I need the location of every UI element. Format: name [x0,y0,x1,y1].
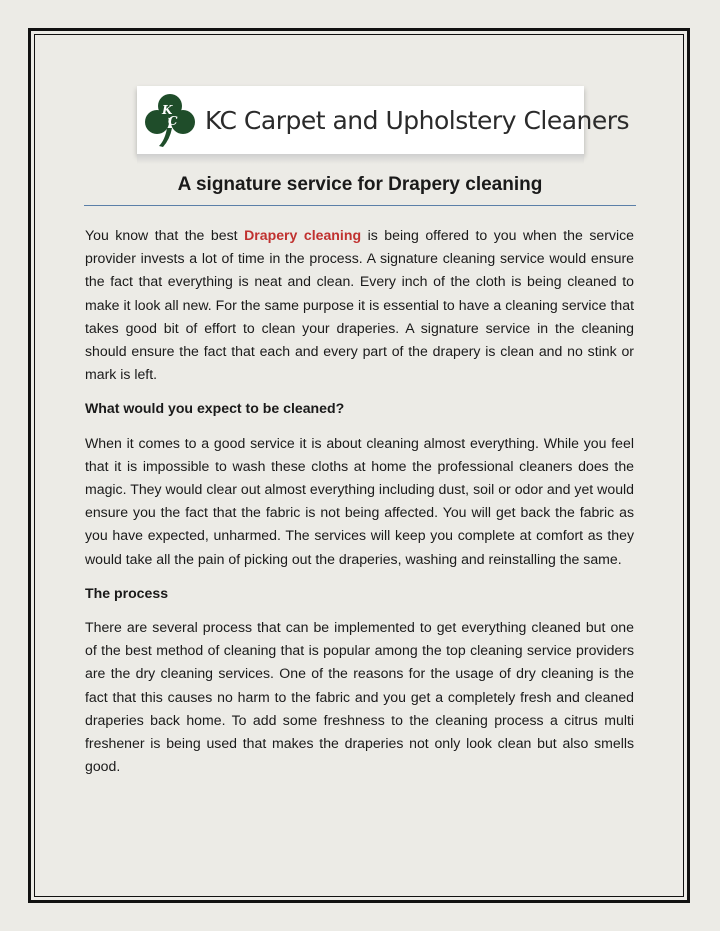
drapery-cleaning-link[interactable]: Drapery cleaning [244,227,362,243]
logo-shadow-bar [137,154,584,164]
svg-text:K: K [162,103,173,117]
intro-paragraph [85,224,634,386]
section-heading-expectations: What would you expect to be cleaned? [85,400,345,417]
document-body [85,224,634,789]
shamrock-logo-icon [145,92,195,148]
section-paragraph-process: There are several process that can be implemented to get everything cleaned but one of the best method of cleaning that is popular among the top cleaning service providers are the dry cleaning services. One of the reasons for the usage of dry cleaning is the fact that this causes no harm to the fabric and you get a completely fresh and cleaned draperies back home. To add some freshness to the cleaning process a citrus multi freshener is being used that makes the draperies not only look clean but also smells good. [85,619,634,775]
intro-text-end: is being offered to you when the service provider invests a lot of time in the process. A signature cleaning service would ensure the fact that everything is neat and clean. Every inch of the cloth is being cleaned to make it look all new. For the same purpose it is essential to have a cleaning service that takes good bit of effort to clean your draperies. A signature service in the cleaning should ensure the fact that each and every part of the drapery is clean and no stink or mark is left. [85,227,634,383]
logo-brand-text: KC Carpet and Upholstery Cleaners [205,105,630,135]
section-heading-process: The process [85,584,169,601]
title-divider [84,205,636,206]
section-paragraph-expectations: When it comes to a good service it is about cleaning almost everything. While you feel that it is impossible to wash these cloths at home the professional cleaners does the magic. They would clear out almost everything including dust, soil or odor and yet would ensure you the fact that the fabric is not being affected. You will get back the fabric as you have expected, unharmed. The services will keep you complete at comfort as they would take all the pain of picking out the draperies, washing and reinstalling the same. [85,434,634,567]
company-logo-banner [137,86,630,154]
intro-text-start: You know that the best [85,227,245,243]
svg-text:C: C [168,114,178,128]
document-title: A signature service for Drapery cleaning [177,174,543,195]
